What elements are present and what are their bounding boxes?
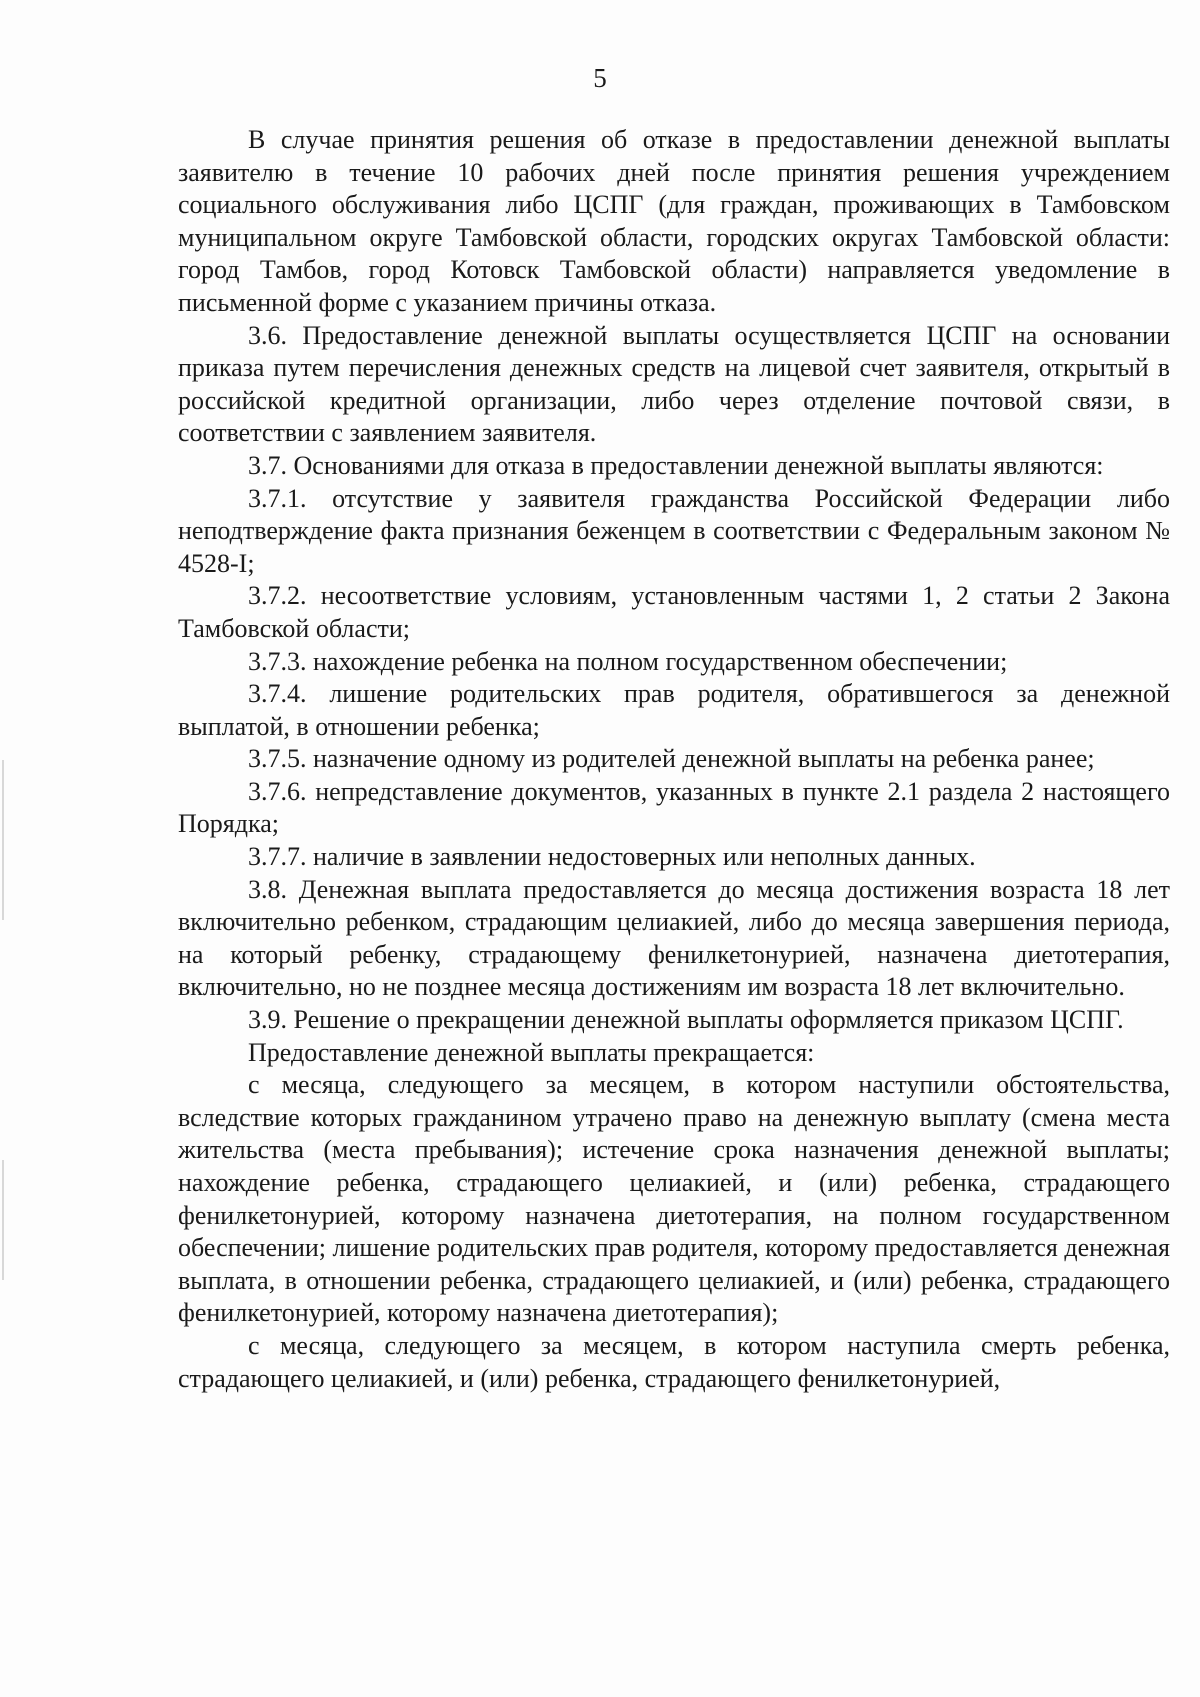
- paragraph-3-7-7: 3.7.7. наличие в заявлении недостоверных или неполных данных.: [248, 842, 976, 872]
- paragraph-3-7-6: 3.7.6. непредставление документов, указанных в пункте 2.1 раздела 2 настоящего Порядка;: [178, 776, 1170, 839]
- paragraph-termination-death: с месяца, следующего за месяцем, в котором наступила смерть ребенка, страдающего целиакией, и (или) ребенка, страдающего фенилкетонурией,: [178, 1330, 1170, 1393]
- document-body: [178, 124, 1170, 1395]
- paragraph-3-7-1: 3.7.1. отсутствие у заявителя гражданства Российской Федерации либо неподтверждение факта признания беженцем в соответствии с Федеральным законом № 4528-I;: [178, 483, 1170, 578]
- paragraph-3-7: 3.7. Основаниями для отказа в предоставлении денежной выплаты являются:: [248, 450, 1104, 480]
- paragraph-refusal-notice: В случае принятия решения об отказе в предоставлении денежной выплаты заявителю в течение 10 рабочих дней после принятия решения учреждением социального обслуживания либо ЦСПГ (для граждан, проживающих в Тамбовском муниципальном округе Тамбовской области, городских округах Тамбовской области: город Тамбов, город Котовск Тамбовской области) направляется уведомление в письменной форме с указанием причины отказа.: [178, 125, 1170, 317]
- paragraph-3-7-3: 3.7.3. нахождение ребенка на полном государственном обеспечении;: [248, 646, 1008, 676]
- paragraph-termination-circumstances: с месяца, следующего за месяцем, в котором наступили обстоятельства, вследствие которых гражданином утрачено право на денежную выплату (смена места жительства (места пребывания); истечение срока назначения денежной выплаты; нахождение ребенка, страдающего целиакией, и (или) ребенка, страдающего фенилкетонурией, которому назначена диетотерапия, на полном государственном обеспечении; лишение родительских прав родителя, которому предоставляется денежная выплата, в отношении ребенка, страдающего целиакией, и (или) ребенка, страдающего фенилкетонурией, которому назначена диетотерапия);: [178, 1070, 1170, 1328]
- paragraph-3-7-4: 3.7.4. лишение родительских прав родителя, обратившегося за денежной выплатой, в отношении ребенка;: [178, 679, 1170, 741]
- page-number: 5: [593, 63, 607, 93]
- paragraph-3-7-5: 3.7.5. назначение одному из родителей денежной выплаты на ребенка ранее;: [248, 744, 1095, 774]
- paragraph-termination-intro: Предоставление денежной выплаты прекращается:: [248, 1037, 815, 1067]
- paragraph-3-6: 3.6. Предоставление денежной выплаты осуществляется ЦСПГ на основании приказа путем перечисления денежных средств на лицевой счет заявителя, открытый в российской кредитной организации, либо через отделение почтовой связи, в соответствии с заявлением заявителя.: [178, 320, 1170, 448]
- paragraph-3-9: 3.9. Решение о прекращении денежной выплаты оформляется приказом ЦСПГ.: [248, 1005, 1124, 1035]
- scan-edge-mark: [2, 1160, 4, 1280]
- scan-edge-mark: [2, 760, 4, 920]
- paragraph-3-8: 3.8. Денежная выплата предоставляется до месяца достижения возраста 18 лет включительно ребенком, страдающим целиакией, либо до месяца завершения периода, на который ребенку, страдающему фенилкетонурией, назначена диетотерапия, включительно, но не позднее месяца достижениям им возраста 18 лет включительно.: [178, 874, 1170, 1002]
- paragraph-3-7-2: 3.7.2. несоответствие условиям, установленным частями 1, 2 статьи 2 Закона Тамбовской области;: [178, 581, 1170, 643]
